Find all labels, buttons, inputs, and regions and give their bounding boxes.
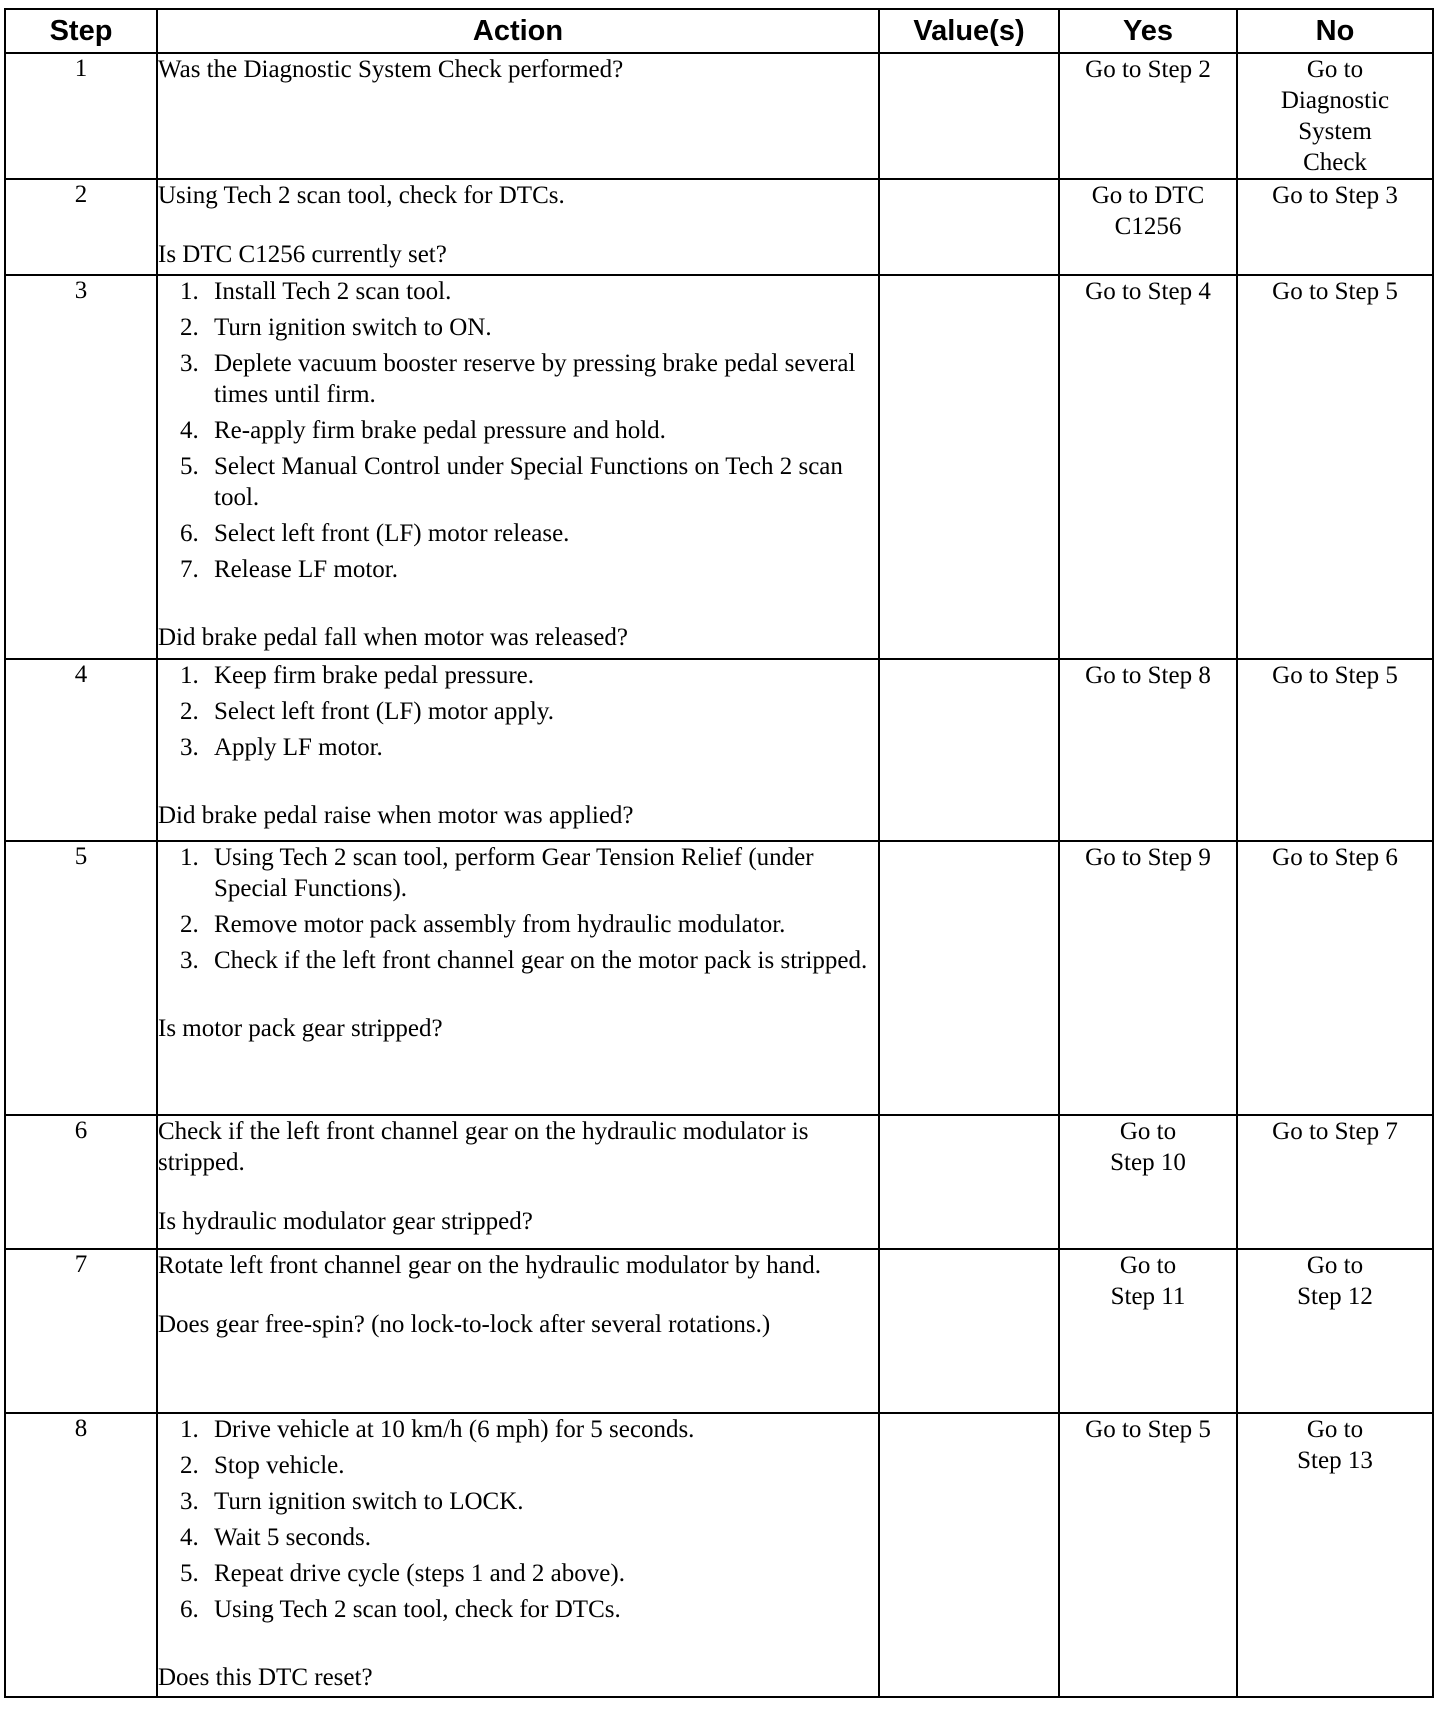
action-cell <box>157 659 879 841</box>
action-question: Does gear free-spin? (no lock-to-lock after several rotations.) <box>158 1311 771 1338</box>
list-item: 2. Select left front (LF) motor apply. <box>180 698 554 725</box>
list-item: 2. Stop vehicle. <box>180 1452 345 1479</box>
action-question: Did brake pedal raise when motor was applied? <box>158 802 634 829</box>
list-item: 2. Turn ignition switch to ON. <box>180 314 492 341</box>
action-cell <box>157 53 879 179</box>
table-row <box>5 659 1433 841</box>
yes-cell: Go to Step 8 <box>1059 659 1237 841</box>
value-cell <box>879 53 1059 179</box>
step-number: 4 <box>5 659 157 841</box>
list-item: 6. Select left front (LF) motor release. <box>180 520 570 547</box>
value-cell <box>879 1249 1059 1413</box>
value-cell <box>879 1413 1059 1697</box>
value-cell <box>879 659 1059 841</box>
step-number: 3 <box>5 275 157 659</box>
header-step: Step <box>5 9 157 53</box>
procedure-list <box>158 660 878 763</box>
step-number: 7 <box>5 1249 157 1413</box>
header-yes: Yes <box>1059 9 1237 53</box>
diagnostic-table <box>4 8 1434 1698</box>
action-cell <box>157 1115 879 1249</box>
list-item: 2. Remove motor pack assembly from hydraulic modulator. <box>180 911 786 938</box>
yes-cell: Go to Step 10 <box>1059 1115 1237 1249</box>
yes-cell: Go to Step 11 <box>1059 1249 1237 1413</box>
procedure-list <box>158 276 878 585</box>
list-item: 3. Turn ignition switch to LOCK. <box>180 1488 524 1515</box>
action-text: Rotate left front channel gear on the hydraulic modulator by hand. <box>158 1252 821 1279</box>
step-number: 8 <box>5 1413 157 1697</box>
table-row <box>5 179 1433 275</box>
action-text: Check if the left front channel gear on the hydraulic modulator is stripped. <box>158 1118 809 1176</box>
action-text: Was the Diagnostic System Check performed? <box>158 56 624 83</box>
list-item: 5. Select Manual Control under Special Functions on Tech 2 scan tool. <box>180 453 843 511</box>
table-row <box>5 53 1433 179</box>
no-cell: Go to Step 13 <box>1237 1413 1433 1697</box>
list-item: 3. Deplete vacuum booster reserve by pressing brake pedal several times until firm. <box>180 350 856 408</box>
list-item: 7. Release LF motor. <box>180 556 398 583</box>
table-row <box>5 1115 1433 1249</box>
action-question: Is DTC C1256 currently set? <box>158 241 447 268</box>
action-question: Does this DTC reset? <box>158 1664 373 1691</box>
no-cell: Go to Step 12 <box>1237 1249 1433 1413</box>
value-cell <box>879 179 1059 275</box>
procedure-list <box>158 1414 878 1625</box>
action-question: Is motor pack gear stripped? <box>158 1015 443 1042</box>
no-cell: Go to Step 7 <box>1237 1115 1433 1249</box>
no-cell: Go to Diagnostic System Check <box>1237 53 1433 179</box>
yes-cell: Go to Step 4 <box>1059 275 1237 659</box>
no-cell: Go to Step 5 <box>1237 659 1433 841</box>
action-cell <box>157 275 879 659</box>
action-question: Did brake pedal fall when motor was released? <box>158 624 628 651</box>
action-cell <box>157 1413 879 1697</box>
no-cell: Go to Step 5 <box>1237 275 1433 659</box>
value-cell <box>879 841 1059 1115</box>
no-cell: Go to Step 6 <box>1237 841 1433 1115</box>
header-row <box>5 9 1433 53</box>
yes-cell: Go to Step 9 <box>1059 841 1237 1115</box>
step-number: 5 <box>5 841 157 1115</box>
procedure-list <box>158 842 878 976</box>
yes-cell: Go to DTC C1256 <box>1059 179 1237 275</box>
list-item: 1. Using Tech 2 scan tool, perform Gear Tension Relief (under Special Functions). <box>180 844 814 902</box>
value-cell <box>879 1115 1059 1249</box>
table-row <box>5 275 1433 659</box>
action-cell <box>157 179 879 275</box>
header-no: No <box>1237 9 1433 53</box>
list-item: 5. Repeat drive cycle (steps 1 and 2 above). <box>180 1560 625 1587</box>
list-item: 1. Drive vehicle at 10 km/h (6 mph) for 5 seconds. <box>180 1416 695 1443</box>
action-question: Is hydraulic modulator gear stripped? <box>158 1208 533 1235</box>
step-number: 1 <box>5 53 157 179</box>
list-item: 4. Re-apply firm brake pedal pressure and hold. <box>180 417 666 444</box>
header-action: Action <box>157 9 879 53</box>
action-text: Using Tech 2 scan tool, check for DTCs. <box>158 182 565 209</box>
header-values: Value(s) <box>879 9 1059 53</box>
step-number: 2 <box>5 179 157 275</box>
list-item: 1. Keep firm brake pedal pressure. <box>180 662 534 689</box>
table-row <box>5 841 1433 1115</box>
table-row <box>5 1249 1433 1413</box>
no-cell: Go to Step 3 <box>1237 179 1433 275</box>
list-item: 6. Using Tech 2 scan tool, check for DTCs. <box>180 1596 621 1623</box>
list-item: 3. Check if the left front channel gear on the motor pack is stripped. <box>180 947 868 974</box>
action-cell <box>157 841 879 1115</box>
list-item: 4. Wait 5 seconds. <box>180 1524 371 1551</box>
yes-cell: Go to Step 2 <box>1059 53 1237 179</box>
list-item: 3. Apply LF motor. <box>180 734 383 761</box>
list-item: 1. Install Tech 2 scan tool. <box>180 278 452 305</box>
action-cell <box>157 1249 879 1413</box>
table-row <box>5 1413 1433 1697</box>
value-cell <box>879 275 1059 659</box>
yes-cell: Go to Step 5 <box>1059 1413 1237 1697</box>
step-number: 6 <box>5 1115 157 1249</box>
